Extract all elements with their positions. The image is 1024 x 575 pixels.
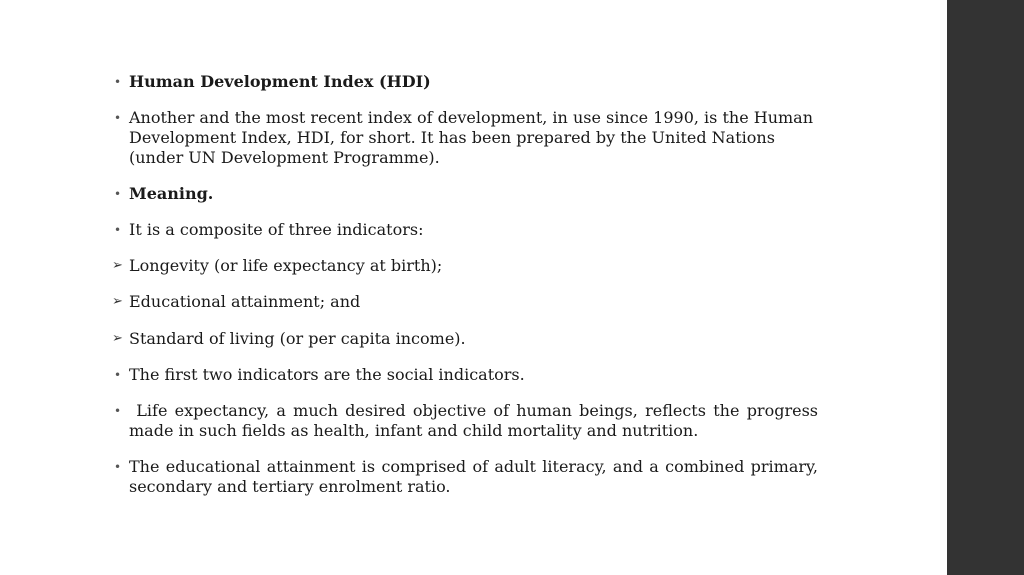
bullet-icon: • — [114, 187, 122, 201]
item-text: Human Development Index (HDI) — [129, 72, 431, 91]
slide-content — [112, 72, 824, 497]
list-item-social-indicators — [112, 365, 818, 385]
arrow-bullet-icon: ➢ — [112, 258, 123, 273]
list-item-longevity — [112, 256, 818, 276]
item-text: Standard of living (or per capita income). — [129, 329, 466, 348]
bullet-icon: • — [114, 404, 122, 418]
list-item-definition — [112, 108, 818, 168]
item-text: Meaning. — [129, 184, 214, 203]
bullet-icon: • — [114, 75, 122, 89]
list-item-composite — [112, 220, 818, 240]
item-text: Longevity (or life expectancy at birth); — [129, 256, 443, 275]
item-text: Educational attainment; and — [129, 292, 361, 311]
bullet-icon: • — [114, 111, 122, 125]
list-item-life-expectancy — [112, 401, 824, 441]
list-item-meaning-heading — [112, 184, 818, 204]
bullet-icon: • — [114, 368, 122, 382]
list-item-educational-attainment — [112, 457, 818, 497]
item-text: The educational attainment is comprised of adult literacy, and a combined primary, secondary and tertiary enrolment ratio. — [129, 457, 818, 496]
list-item-education — [112, 292, 818, 312]
item-text: Another and the most recent index of development, in use since 1990, is the Human Development Index, HDI, for short. It has been prepared by the United Nations (under UN Development Programme). — [129, 108, 814, 167]
item-text: Life expectancy, a much desired objective of human beings, reflects the progress made in such fields as health, infant and child mortality and nutrition. — [129, 401, 824, 440]
list-item-hdi-heading — [112, 72, 818, 92]
item-text: The first two indicators are the social indicators. — [129, 365, 525, 384]
bullet-icon: • — [114, 223, 122, 237]
list-item-living-standard — [112, 329, 818, 349]
arrow-bullet-icon: ➢ — [112, 294, 123, 309]
item-text: It is a composite of three indicators: — [129, 220, 424, 239]
arrow-bullet-icon: ➢ — [112, 331, 123, 346]
bullet-icon: • — [114, 460, 122, 474]
side-accent-bar — [947, 0, 1024, 575]
